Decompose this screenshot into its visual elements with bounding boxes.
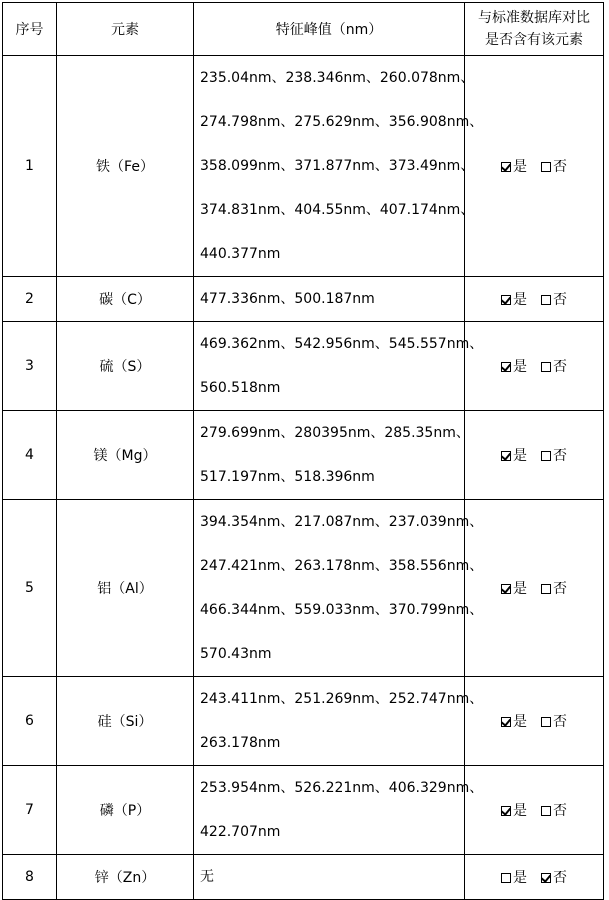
row-peaks bbox=[194, 500, 484, 677]
yes-label: 是 bbox=[513, 359, 527, 375]
row-peaks bbox=[194, 766, 484, 855]
header-row bbox=[3, 3, 604, 56]
no-checkbox[interactable] bbox=[541, 806, 551, 816]
no-option[interactable] bbox=[541, 445, 567, 465]
yes-label: 是 bbox=[513, 292, 527, 308]
element-table bbox=[2, 2, 604, 900]
peak-line: 235.04nm、238.346nm、260.078nm、 bbox=[200, 70, 475, 86]
no-option[interactable] bbox=[541, 711, 567, 731]
row-element: 锌（Zn） bbox=[57, 855, 194, 900]
yes-checkbox[interactable] bbox=[501, 806, 511, 816]
no-checkbox[interactable] bbox=[541, 717, 551, 727]
peak-line: 517.197nm、518.396nm bbox=[200, 469, 375, 485]
row-match bbox=[465, 56, 604, 277]
peak-line: 466.344nm、559.033nm、370.799nm、 bbox=[200, 602, 484, 618]
no-checkbox[interactable] bbox=[541, 873, 551, 883]
yes-option[interactable] bbox=[501, 867, 527, 887]
yes-checkbox[interactable] bbox=[501, 717, 511, 727]
yes-option[interactable] bbox=[501, 156, 527, 176]
header-match-line2: 是否含有该元素 bbox=[485, 32, 583, 48]
peak-line: 279.699nm、280395nm、285.35nm、 bbox=[200, 425, 470, 441]
peak-line: 560.518nm bbox=[200, 380, 281, 396]
yes-checkbox[interactable] bbox=[501, 295, 511, 305]
no-option[interactable] bbox=[541, 156, 567, 176]
row-match bbox=[465, 677, 604, 766]
yes-label: 是 bbox=[513, 159, 527, 175]
peak-line: 253.954nm、526.221nm、406.329nm、 bbox=[200, 780, 484, 796]
no-checkbox[interactable] bbox=[541, 295, 551, 305]
yes-label: 是 bbox=[513, 803, 527, 819]
header-peaks: 特征峰值（nm） bbox=[194, 3, 465, 56]
no-checkbox[interactable] bbox=[541, 362, 551, 372]
no-option[interactable] bbox=[541, 289, 567, 309]
yes-option[interactable] bbox=[501, 578, 527, 598]
yes-label: 是 bbox=[513, 870, 527, 886]
row-peaks bbox=[194, 855, 465, 900]
header-match-line1: 与标准数据库对比 bbox=[478, 10, 590, 26]
row-match bbox=[465, 277, 604, 322]
peak-line: 422.707nm bbox=[200, 824, 281, 840]
table-row bbox=[3, 322, 604, 411]
row-element: 碳（C） bbox=[57, 277, 194, 322]
yes-label: 是 bbox=[513, 581, 527, 597]
peak-line: 无 bbox=[200, 869, 214, 885]
yes-checkbox[interactable] bbox=[501, 873, 511, 883]
no-label: 否 bbox=[553, 359, 567, 375]
row-peaks bbox=[194, 677, 484, 766]
table-row bbox=[3, 500, 604, 677]
peak-line: 440.377nm bbox=[200, 246, 281, 262]
row-peaks bbox=[194, 322, 484, 411]
peak-line: 247.421nm、263.178nm、358.556nm、 bbox=[200, 558, 484, 574]
row-match bbox=[465, 411, 604, 500]
yes-option[interactable] bbox=[501, 800, 527, 820]
yes-label: 是 bbox=[513, 448, 527, 464]
no-label: 否 bbox=[553, 159, 567, 175]
peak-line: 374.831nm、404.55nm、407.174nm、 bbox=[200, 202, 475, 218]
peak-line: 274.798nm、275.629nm、356.908nm、 bbox=[200, 114, 484, 130]
peak-line: 570.43nm bbox=[200, 646, 272, 662]
yes-option[interactable] bbox=[501, 289, 527, 309]
row-match bbox=[465, 855, 604, 900]
row-element: 硅（Si） bbox=[57, 677, 194, 766]
row-match bbox=[465, 322, 604, 411]
no-label: 否 bbox=[553, 870, 567, 886]
table-row bbox=[3, 277, 604, 322]
no-checkbox[interactable] bbox=[541, 162, 551, 172]
table-row bbox=[3, 855, 604, 900]
table-row bbox=[3, 56, 604, 277]
no-checkbox[interactable] bbox=[541, 451, 551, 461]
table-row bbox=[3, 766, 604, 855]
yes-checkbox[interactable] bbox=[501, 451, 511, 461]
peak-line: 358.099nm、371.877nm、373.49nm、 bbox=[200, 158, 475, 174]
row-peaks bbox=[194, 411, 470, 500]
no-option[interactable] bbox=[541, 578, 567, 598]
row-match bbox=[465, 766, 604, 855]
row-index: 8 bbox=[3, 855, 57, 900]
table-row bbox=[3, 677, 604, 766]
row-index: 7 bbox=[3, 766, 57, 855]
yes-option[interactable] bbox=[501, 711, 527, 731]
header-element: 元素 bbox=[57, 3, 194, 56]
header-match bbox=[465, 3, 604, 56]
row-element: 硫（S） bbox=[57, 322, 194, 411]
no-label: 否 bbox=[553, 714, 567, 730]
no-label: 否 bbox=[553, 803, 567, 819]
yes-option[interactable] bbox=[501, 445, 527, 465]
row-element: 磷（P） bbox=[57, 766, 194, 855]
row-index: 5 bbox=[3, 500, 57, 677]
no-option[interactable] bbox=[541, 356, 567, 376]
row-element: 铝（Al） bbox=[57, 500, 194, 677]
yes-checkbox[interactable] bbox=[501, 162, 511, 172]
no-option[interactable] bbox=[541, 800, 567, 820]
no-label: 否 bbox=[553, 448, 567, 464]
no-option[interactable] bbox=[541, 867, 567, 887]
peak-line: 263.178nm bbox=[200, 735, 281, 751]
peak-line: 394.354nm、217.087nm、237.039nm、 bbox=[200, 514, 484, 530]
yes-checkbox[interactable] bbox=[501, 584, 511, 594]
no-checkbox[interactable] bbox=[541, 584, 551, 594]
peak-line: 243.411nm、251.269nm、252.747nm、 bbox=[200, 691, 484, 707]
header-index: 序号 bbox=[3, 3, 57, 56]
row-peaks bbox=[194, 277, 465, 322]
yes-checkbox[interactable] bbox=[501, 362, 511, 372]
row-index: 1 bbox=[3, 56, 57, 277]
row-index: 2 bbox=[3, 277, 57, 322]
row-element: 镁（Mg） bbox=[57, 411, 194, 500]
yes-option[interactable] bbox=[501, 356, 527, 376]
yes-label: 是 bbox=[513, 714, 527, 730]
no-label: 否 bbox=[553, 581, 567, 597]
row-index: 4 bbox=[3, 411, 57, 500]
row-index: 6 bbox=[3, 677, 57, 766]
table-row bbox=[3, 411, 604, 500]
row-element: 铁（Fe） bbox=[57, 56, 194, 277]
peak-line: 477.336nm、500.187nm bbox=[200, 291, 375, 307]
no-label: 否 bbox=[553, 292, 567, 308]
row-match bbox=[465, 500, 604, 677]
row-index: 3 bbox=[3, 322, 57, 411]
peak-line: 469.362nm、542.956nm、545.557nm、 bbox=[200, 336, 484, 352]
row-peaks bbox=[194, 56, 484, 277]
